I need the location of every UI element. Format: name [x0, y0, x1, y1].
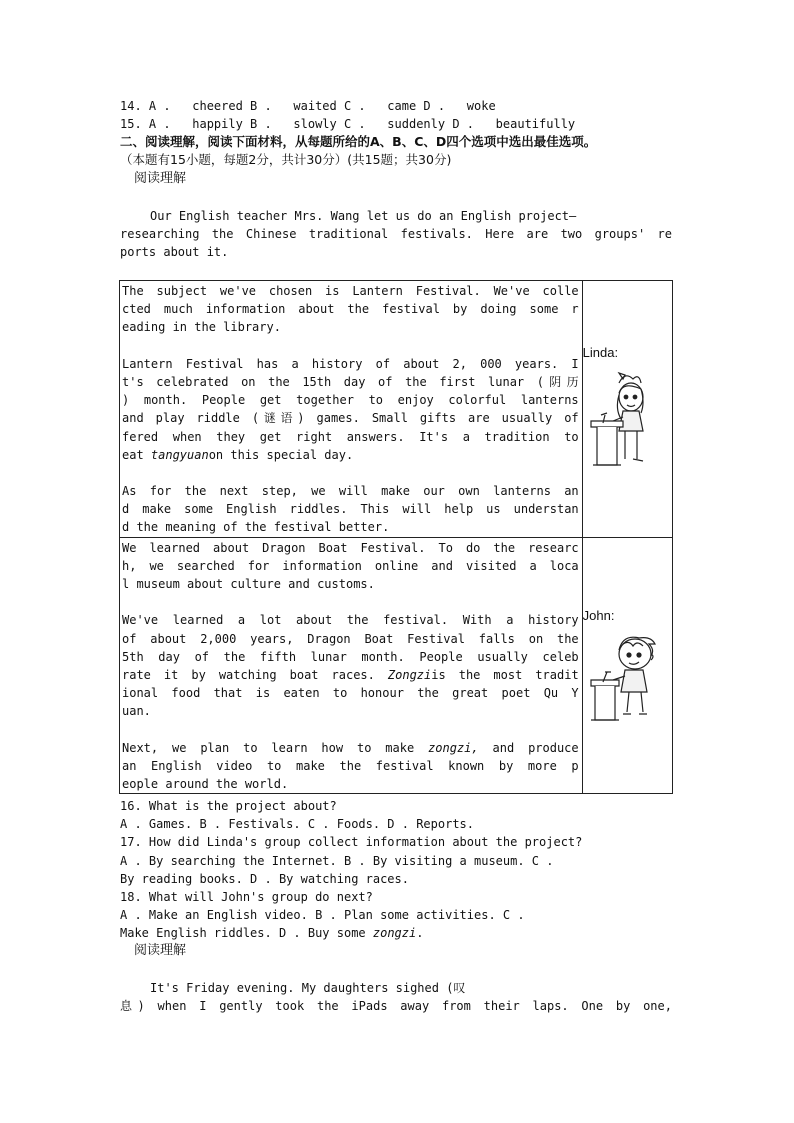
linda-report-text [120, 281, 583, 538]
section-2-note: （本题有15小题，每题2分，共计30分）(共15题；共30分) [120, 152, 452, 167]
report-line: of about 2,000 years, Dragon Boat Festival falls on the [122, 631, 579, 646]
italic-term: Zongzi [387, 667, 432, 682]
italic-term: tangyuan [150, 447, 209, 462]
report-line: h, we searched for information online and visited a loca [122, 558, 579, 573]
report-line: uan. [122, 704, 151, 719]
question-16-options: A . Games. B . Festivals. C . Foods. D . Reports. [120, 817, 475, 831]
question-18-options-line-2: Make English riddles. D . Buy some zongzi. [120, 926, 424, 940]
linda-figure-cell [582, 281, 672, 538]
report-line: Lantern Festival has a history of about 2, 000 years. I [122, 356, 579, 371]
reading-label-1: 阅读理解 [134, 171, 187, 186]
report-line: t's celebrated on the 15th day of the first lunar (阴历 [122, 374, 579, 389]
report-line: As for the next step, we will make our own lanterns an [122, 484, 579, 499]
intro-line-3: ports about it. [120, 245, 229, 259]
report-line: The subject we've chosen is Lantern Festival. We've colle [122, 284, 579, 298]
intro-line-2: researching the Chinese traditional festivals. Here are two groups' re [120, 227, 672, 241]
report-line: eople around the world. [122, 777, 289, 792]
question-16: 16. What is the project about? [120, 799, 337, 813]
intro-line-1: Our English teacher Mrs. Wang let us do an English project— [150, 209, 577, 223]
group-reports-table [119, 280, 673, 794]
report-line: cted much information about the festival by doing some r [122, 302, 579, 317]
report-line: and play riddle (谜语) games. Small gifts are usually of [122, 411, 579, 426]
girl-at-podium-illustration [589, 369, 661, 469]
question-18-options-line-1: A . Make an English video. B . Plan some activities. C . [120, 908, 525, 922]
question-17-options-line-2: By reading books. D . By watching races. [120, 872, 409, 886]
report-line: We learned about Dragon Boat Festival. To do the researc [122, 540, 579, 555]
italic-term: zongzi [372, 926, 417, 940]
question-14-options: 14. A . cheered B . waited C . came D . woke [120, 99, 496, 113]
report-line: 5th day of the fifth lunar month. People usually celeb [122, 649, 579, 664]
john-speaker-label: John: [582, 607, 615, 623]
report-line: d make some English riddles. This will help us understan [122, 502, 579, 517]
question-17: 17. How did Linda's group collect information about the project? [120, 835, 583, 849]
report-line: d the meaning of the festival better. [122, 520, 390, 535]
reading-label-2: 阅读理解 [134, 943, 187, 958]
linda-report-row [120, 281, 673, 538]
report-line: ional food that is eaten to honour the great poet Qu Y [122, 686, 579, 701]
question-17-options-line-1: A . By searching the Internet. B . By visiting a museum. C . [120, 854, 554, 868]
report-line: eat tangyuanon this special day. [122, 447, 354, 462]
section-2-title: 二、阅读理解，阅读下面材料，从每题所给的A、B、C、D四个选项中选出最佳选项。 [120, 134, 597, 149]
boy-at-podium-illustration [589, 630, 663, 726]
question-18: 18. What will John's group do next? [120, 890, 373, 904]
john-report-text [120, 537, 583, 794]
report-line: ) month. People get together to enjoy colorful lanterns [122, 393, 579, 408]
john-report-row [120, 537, 673, 794]
report-line: Next, we plan to learn how to make zongzi, and produce [122, 740, 579, 755]
question-15-options: 15. A . happily B . slowly C . suddenly D . beautifully [120, 117, 576, 131]
report-line: l museum about culture and customs. [122, 577, 375, 591]
passage-2-line-1: It's Friday evening. My daughters sighed (叹 [150, 981, 466, 995]
john-figure-cell [582, 537, 672, 794]
report-line: eading in the library. [122, 320, 281, 335]
report-line: an English video to make the festival known by more p [122, 758, 579, 773]
passage-2-line-2: 息) when I gently took the iPads away from their laps. One by one, [120, 999, 672, 1013]
italic-term: zongzi, [428, 740, 479, 755]
report-line: rate it by watching boat races. Zongziis the most tradit [122, 667, 579, 682]
report-line: fered when they get right answers. It's a tradition to [122, 429, 579, 444]
linda-speaker-label: Linda: [582, 345, 619, 360]
report-line: We've learned a lot about the festival. With a history [122, 613, 579, 628]
